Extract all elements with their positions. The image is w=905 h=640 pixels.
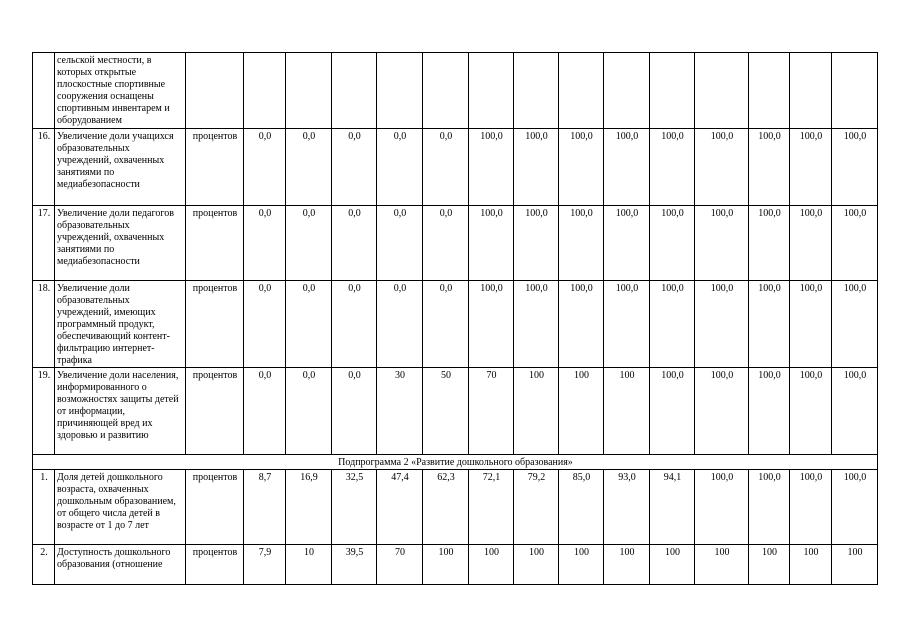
value-cell: 100,0 <box>749 470 790 545</box>
value-cell: 0,0 <box>244 281 286 368</box>
value-cell: 100,0 <box>650 368 695 455</box>
value-cell: 16,9 <box>286 470 332 545</box>
row-number: 1. <box>33 470 55 545</box>
value-cell: 0,0 <box>423 206 469 281</box>
value-cell: 100,0 <box>695 470 749 545</box>
row-number: 17. <box>33 206 55 281</box>
value-cell: 0,0 <box>377 129 423 206</box>
value-cell: 100 <box>423 545 469 585</box>
value-cell: 100,0 <box>514 206 559 281</box>
row-number: 16. <box>33 129 55 206</box>
value-cell: 100,0 <box>790 129 832 206</box>
value-cell: 70 <box>377 545 423 585</box>
value-cell: 100,0 <box>790 281 832 368</box>
row-description: Увеличение доли педагогов образовательных учреждений, охваченных занятиями по медиабезопасности <box>55 206 186 281</box>
value-cell: 0,0 <box>332 281 377 368</box>
row-number: 2. <box>33 545 55 585</box>
table-row <box>33 470 905 545</box>
value-cell: 100 <box>559 368 604 455</box>
value-cell <box>749 53 790 129</box>
value-cell: 70 <box>469 368 514 455</box>
subprogram-title: Подпрограмма 2 «Развитие дошкольного образования» <box>33 455 878 470</box>
table-row <box>33 281 905 368</box>
row-unit: процентов <box>186 470 244 545</box>
value-cell <box>469 53 514 129</box>
row-description: Доступность дошкольного образования (отношение <box>55 545 186 585</box>
row-number: 18. <box>33 281 55 368</box>
value-cell: 100 <box>469 545 514 585</box>
value-cell <box>790 53 832 129</box>
value-cell: 100,0 <box>514 281 559 368</box>
value-cell: 100,0 <box>790 368 832 455</box>
value-cell: 39,5 <box>332 545 377 585</box>
value-cell: 100,0 <box>749 368 790 455</box>
value-cell <box>559 53 604 129</box>
value-cell: 100,0 <box>604 206 650 281</box>
value-cell: 0,0 <box>423 281 469 368</box>
value-cell: 100,0 <box>695 129 749 206</box>
value-cell: 100,0 <box>469 281 514 368</box>
value-cell: 100,0 <box>559 129 604 206</box>
value-cell: 100,0 <box>559 281 604 368</box>
value-cell: 0,0 <box>332 206 377 281</box>
value-cell: 100 <box>604 368 650 455</box>
indicators-table <box>32 52 905 585</box>
table-row <box>33 368 905 455</box>
value-cell: 100,0 <box>469 129 514 206</box>
value-cell: 100 <box>749 545 790 585</box>
value-cell: 100,0 <box>832 470 878 545</box>
row-description: Увеличение доли населения, информированного о возможностях защиты детей от информации, причиняющей вред их здоровью и развитию <box>55 368 186 455</box>
row-unit <box>186 53 244 129</box>
value-cell: 72,1 <box>469 470 514 545</box>
value-cell: 100,0 <box>514 129 559 206</box>
value-cell: 100 <box>650 545 695 585</box>
value-cell: 100,0 <box>832 129 878 206</box>
row-description: сельской местности, в которых открытые плоскостные спортивные сооружения оснащены спортивным инвентарем и оборудованием <box>55 53 186 129</box>
value-cell: 0,0 <box>332 129 377 206</box>
table-row <box>33 53 905 129</box>
value-cell: 100,0 <box>790 470 832 545</box>
value-cell: 100,0 <box>832 206 878 281</box>
value-cell <box>514 53 559 129</box>
value-cell <box>650 53 695 129</box>
value-cell <box>286 53 332 129</box>
value-cell: 100,0 <box>749 281 790 368</box>
value-cell: 100,0 <box>650 206 695 281</box>
value-cell <box>244 53 286 129</box>
value-cell <box>695 53 749 129</box>
value-cell: 100 <box>514 545 559 585</box>
value-cell: 0,0 <box>286 368 332 455</box>
table-row <box>33 206 905 281</box>
value-cell: 50 <box>423 368 469 455</box>
value-cell: 0,0 <box>286 129 332 206</box>
value-cell <box>423 53 469 129</box>
value-cell: 100 <box>559 545 604 585</box>
value-cell: 30 <box>377 368 423 455</box>
value-cell: 100,0 <box>695 368 749 455</box>
value-cell: 100,0 <box>832 368 878 455</box>
row-description: Увеличение доли учащихся образовательных учреждений, охваченных занятиями по медиабезопасности <box>55 129 186 206</box>
value-cell <box>332 53 377 129</box>
table-row <box>33 129 905 206</box>
value-cell: 0,0 <box>377 206 423 281</box>
value-cell: 0,0 <box>244 129 286 206</box>
value-cell <box>377 53 423 129</box>
value-cell: 32,5 <box>332 470 377 545</box>
value-cell: 0,0 <box>244 368 286 455</box>
value-cell: 0,0 <box>286 206 332 281</box>
value-cell: 100,0 <box>749 206 790 281</box>
value-cell: 0,0 <box>423 129 469 206</box>
value-cell: 100,0 <box>650 129 695 206</box>
value-cell: 100 <box>832 545 878 585</box>
value-cell <box>604 53 650 129</box>
value-cell: 100 <box>695 545 749 585</box>
value-cell: 100,0 <box>832 281 878 368</box>
value-cell: 8,7 <box>244 470 286 545</box>
row-unit: процентов <box>186 129 244 206</box>
row-description: Увеличение доли образовательных учреждений, имеющих программный продукт, обеспечивающий контент-фильтрацию интернет-трафика <box>55 281 186 368</box>
row-unit: процентов <box>186 545 244 585</box>
value-cell: 100,0 <box>695 281 749 368</box>
value-cell: 85,0 <box>559 470 604 545</box>
value-cell: 94,1 <box>650 470 695 545</box>
value-cell: 100 <box>790 545 832 585</box>
value-cell: 100,0 <box>604 281 650 368</box>
value-cell <box>832 53 878 129</box>
value-cell: 0,0 <box>332 368 377 455</box>
value-cell: 7,9 <box>244 545 286 585</box>
value-cell: 0,0 <box>244 206 286 281</box>
table-row <box>33 545 905 585</box>
value-cell: 100,0 <box>604 129 650 206</box>
value-cell: 100 <box>514 368 559 455</box>
row-description: Доля детей дошкольного возраста, охваченных дошкольным образованием, от общего числа детей в возрасте от 1 до 7 лет <box>55 470 186 545</box>
value-cell: 0,0 <box>286 281 332 368</box>
value-cell: 100,0 <box>559 206 604 281</box>
subprogram-row <box>33 455 905 470</box>
value-cell: 47,4 <box>377 470 423 545</box>
value-cell: 62,3 <box>423 470 469 545</box>
value-cell: 100,0 <box>650 281 695 368</box>
value-cell: 0,0 <box>377 281 423 368</box>
value-cell: 100,0 <box>790 206 832 281</box>
row-unit: процентов <box>186 368 244 455</box>
value-cell: 79,2 <box>514 470 559 545</box>
row-unit: процентов <box>186 281 244 368</box>
value-cell: 100,0 <box>695 206 749 281</box>
value-cell: 93,0 <box>604 470 650 545</box>
value-cell: 100,0 <box>469 206 514 281</box>
row-number <box>33 53 55 129</box>
row-unit: процентов <box>186 206 244 281</box>
row-number: 19. <box>33 368 55 455</box>
value-cell: 10 <box>286 545 332 585</box>
value-cell: 100,0 <box>749 129 790 206</box>
value-cell: 100 <box>604 545 650 585</box>
